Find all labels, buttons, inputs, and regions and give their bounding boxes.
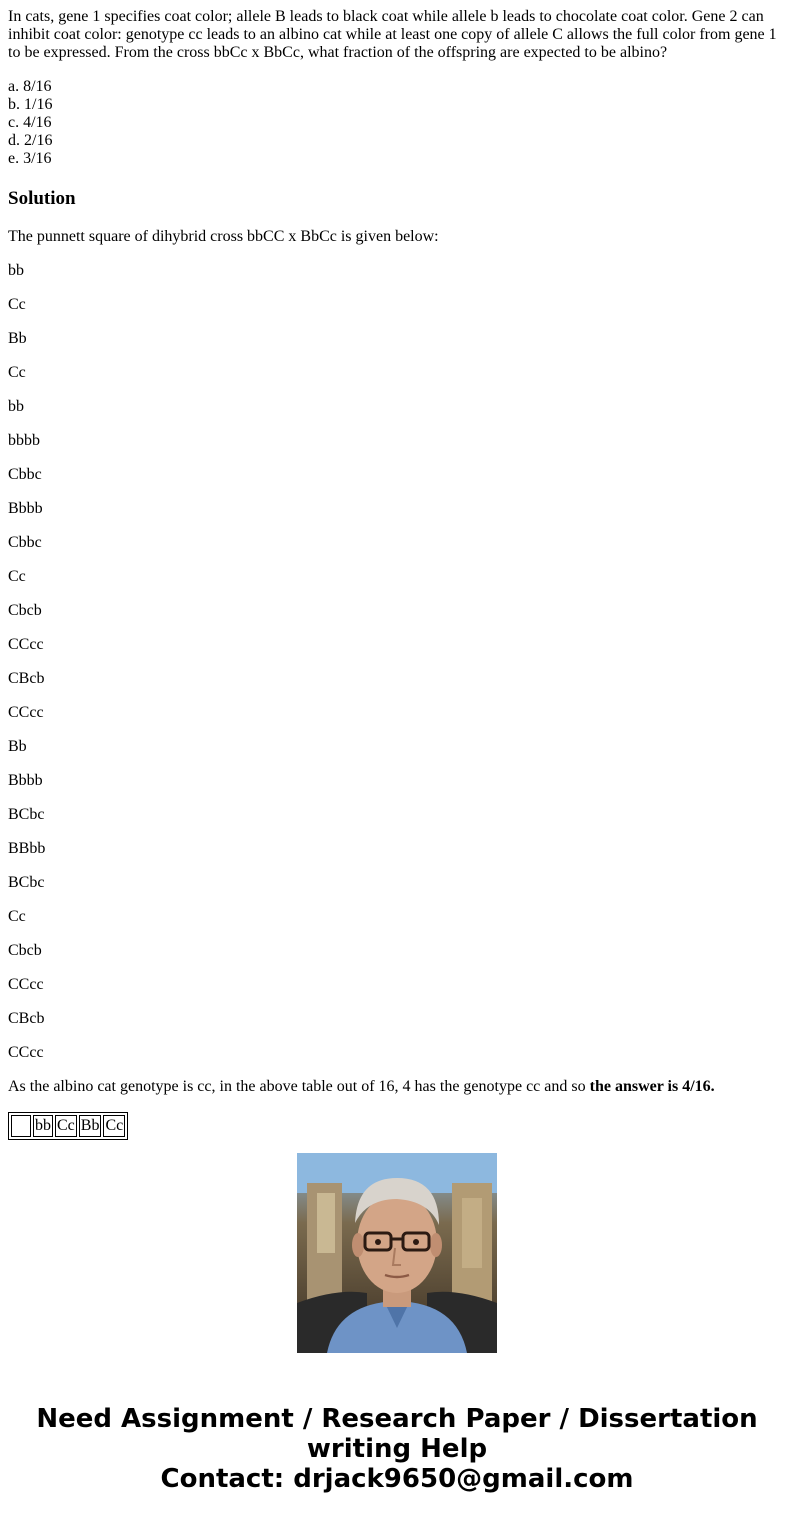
option-c: c. 4/16 xyxy=(8,114,52,131)
answer-prefix: As the albino cat genotype is cc, in the above table out of 16, 4 has the genotype cc and so xyxy=(8,1078,590,1095)
punnett-cell: BBbb xyxy=(8,840,46,857)
punnett-cell: Cbcb xyxy=(8,602,42,619)
punnett-cell: bb xyxy=(8,398,24,415)
punnett-cell: Cc xyxy=(8,568,26,585)
punnett-cell: Cbbc xyxy=(8,466,42,483)
punnett-cell: Bbbb xyxy=(8,500,43,517)
answer-options xyxy=(8,78,786,168)
punnett-cell: bbbb xyxy=(8,432,40,449)
option-b: b. 1/16 xyxy=(8,96,53,113)
person-photo-icon xyxy=(297,1153,497,1353)
punnett-cell: CCcc xyxy=(8,1044,44,1061)
punnett-cell-list xyxy=(8,262,786,1062)
punnett-cell: CCcc xyxy=(8,636,44,653)
punnett-cell: Cc xyxy=(8,296,26,313)
punnett-cell: bb xyxy=(8,262,24,279)
table-cell: Cc xyxy=(103,1115,125,1137)
punnett-cell: Cc xyxy=(8,364,26,381)
question-text: In cats, gene 1 specifies coat color; allele B leads to black coat while allele b leads to chocolate coat color. Gene 2 can inhibit coat color: genotype cc leads to an albino cat while at least one copy of allele C allows the full color from gene 1 to be expressed. From the cross bbCc x BbCc, what fraction of the offspring are expected to be albino? xyxy=(8,8,777,61)
answer-statement xyxy=(8,1078,786,1096)
punnett-cell: Cbbc xyxy=(8,534,42,551)
table-cell xyxy=(11,1115,31,1137)
document-content xyxy=(8,8,786,1134)
promo-contact[interactable]: Contact: drjack9650@gmail.com xyxy=(160,1464,634,1494)
option-d: d. 2/16 xyxy=(8,132,53,149)
punnett-cell: Cbcb xyxy=(8,942,42,959)
punnett-cell: Bb xyxy=(8,330,27,347)
promo-line-2: writing Help xyxy=(306,1434,488,1464)
punnett-cell: Bbbb xyxy=(8,772,43,789)
option-e: e. 3/16 xyxy=(8,150,52,167)
punnett-cell: Bb xyxy=(8,738,27,755)
punnett-cell: CBcb xyxy=(8,1010,45,1027)
punnett-table xyxy=(8,1112,128,1140)
punnett-cell: CBcb xyxy=(8,670,45,687)
table-cell: bb xyxy=(33,1115,53,1137)
author-avatar xyxy=(297,1153,497,1353)
punnett-table-clipped xyxy=(8,1112,198,1134)
answer-bold: the answer is 4/16. xyxy=(589,1078,715,1095)
table-row xyxy=(11,1115,125,1137)
punnett-cell: BCbc xyxy=(8,874,45,891)
table-cell: Bb xyxy=(79,1115,102,1137)
option-a: a. 8/16 xyxy=(8,78,52,95)
punnett-cell: BCbc xyxy=(8,806,45,823)
promo-banner xyxy=(0,1404,794,1494)
table-cell: Cc xyxy=(55,1115,77,1137)
punnett-cell: Cc xyxy=(8,908,26,925)
solution-intro: The punnett square of dihybrid cross bbCC x BbCc is given below: xyxy=(8,228,439,245)
punnett-cell: CCcc xyxy=(8,976,44,993)
solution-heading: Solution xyxy=(8,188,76,209)
promo-line-1: Need Assignment / Research Paper / Dissertation xyxy=(36,1404,758,1434)
punnett-cell: CCcc xyxy=(8,704,44,721)
